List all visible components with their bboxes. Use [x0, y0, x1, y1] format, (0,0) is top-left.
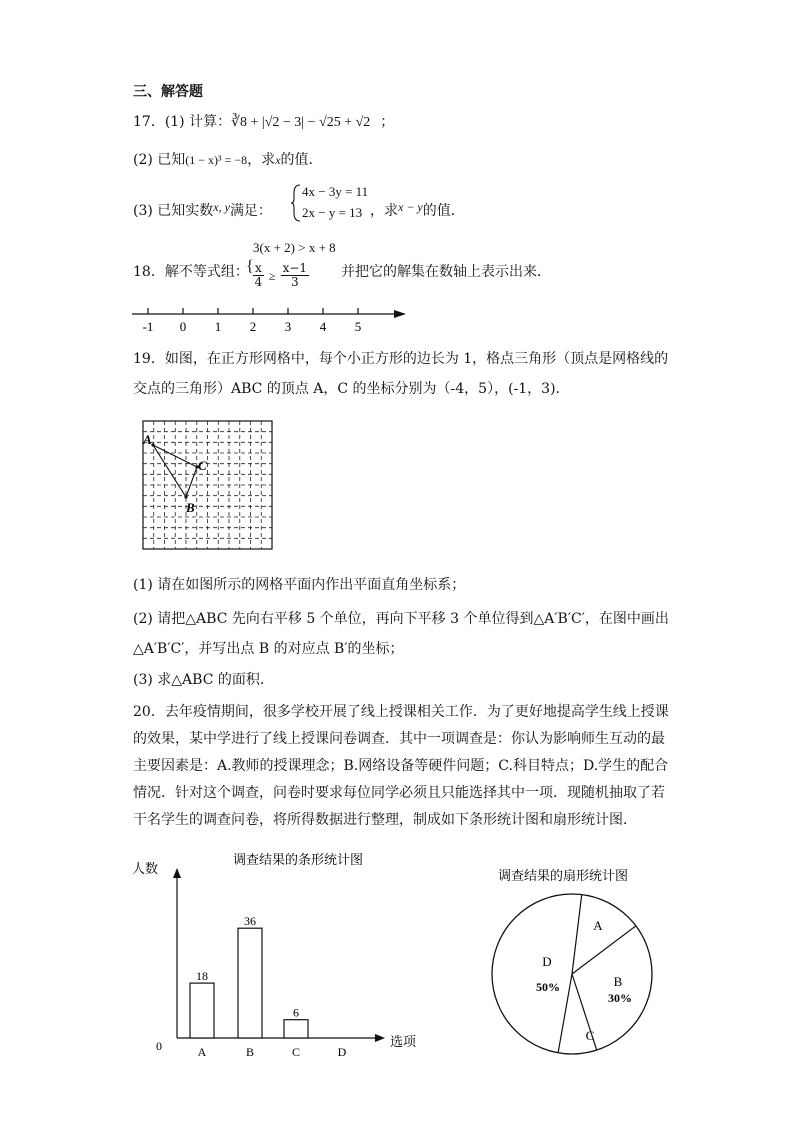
number-line-tick-label: 1	[214, 319, 222, 334]
q17-eq1: 4x − 3y = 11	[302, 184, 369, 199]
q17-l1-prefix: 17．(1) 计算：	[133, 114, 232, 130]
q17-l3-mid: 满足：	[229, 203, 272, 219]
q20-line: 情况．针对这个调查，问卷时要求每位同学必须且只能选择其中一项．现随机抽取了若	[133, 785, 665, 801]
bar-value-label: 18	[196, 969, 208, 984]
q19-sub3: (3) 求△ABC 的面积．	[133, 672, 274, 688]
q17-eq2: 2x − y = 13	[302, 205, 363, 220]
q20-paragraph	[133, 699, 669, 834]
bar-chart-xlabel: 选项	[390, 1034, 417, 1049]
number-line-tick-label: 5	[354, 319, 362, 334]
q17-l1-expr: ∛8 + |√2 − 3| − √25 + √2	[231, 115, 371, 130]
label-c: C	[198, 458, 207, 473]
q20-line: 的效果，某中学进行了线上授课问卷调查．其中一项调查是：你认为影响师生互动的最	[133, 731, 665, 747]
q17-line3	[133, 197, 272, 221]
pie-slice-percent-d: 50%	[536, 980, 560, 994]
q19-sub2b: △A′B′C′，并写出点 B 的对应点 B′的坐标；	[133, 641, 404, 657]
number-line-tick-label: 0	[179, 319, 187, 334]
q17-l3-ask: ，求	[370, 203, 398, 219]
arrow-right-icon	[394, 310, 406, 318]
pie-chart	[490, 862, 670, 1062]
q17-l2-end: 的值．	[280, 152, 323, 168]
q17-l1-end: ；	[380, 114, 395, 130]
number-line-tick-label: 4	[319, 319, 327, 334]
q17-l3-vars: x, y	[213, 200, 230, 214]
bar-category-label: D	[337, 1045, 347, 1059]
q19-line1: 19．如图，在正方形网格中，每个小正方形的边长为 1，格点三角形（顶点是网格线的	[133, 351, 669, 367]
bar-category-label: A	[197, 1045, 207, 1059]
bar-a	[190, 983, 214, 1038]
q17-l2-var: x	[275, 153, 281, 167]
bar-chart-title: 调查结果的条形统计图	[233, 852, 364, 867]
pie-slice-label-d: D	[542, 954, 552, 969]
bar-chart	[128, 848, 428, 1063]
q18-ineq2	[253, 262, 309, 289]
label-a: A	[143, 432, 152, 447]
q20-line: 主要因素是：A.教师的授课理念；B.网络设备等硬件问题；C.科目特点；D.学生的配合	[133, 758, 669, 774]
q17-line2	[133, 150, 323, 170]
pie-chart-title: 调查结果的扇形统计图	[498, 868, 629, 883]
bar-category-label: B	[245, 1045, 255, 1059]
arrow-up-icon	[173, 868, 181, 878]
q17-l2-prefix: (2) 已知	[133, 152, 186, 168]
number-line-tick-label: 2	[249, 319, 257, 334]
bar-chart-origin: 0	[156, 1039, 162, 1053]
q18-ge: ≥	[268, 269, 276, 283]
q19-sub1: (1) 请在如图所示的网格平面内作出平面直角坐标系；	[133, 577, 466, 593]
q18-frac2: $\frac{x-1}{3}$	[282, 261, 308, 289]
q17-line1	[133, 112, 394, 133]
q20-line: 干名学生的调查问卷，将所得数据进行整理，制成如下条形统计图和扇形统计图．	[133, 812, 637, 828]
q18-suffix: 并把它的解集在数轴上表示出来．	[341, 264, 551, 280]
q17-l3-expr: x − y	[398, 200, 423, 214]
bar-chart-ylabel: 人数	[132, 861, 159, 876]
q19-line2: 交点的三角形）ABC 的顶点 A，C 的坐标分别为（-4，5），(-1，3)．	[133, 381, 570, 397]
q17-l3-tail	[370, 197, 465, 221]
bar-b	[238, 928, 262, 1038]
bar-value-label: 36	[244, 914, 256, 929]
number-line-tick-label: -1	[142, 319, 154, 334]
q18-prefix: 18．解不等式组：	[133, 264, 249, 280]
pie-slice-label-a: A	[593, 918, 603, 933]
q18-brace: {	[246, 258, 254, 275]
arrow-right-icon	[375, 1034, 385, 1042]
q17-system-brace	[290, 183, 302, 223]
q17-l2-expr: (1 − x)³ = −8	[185, 153, 248, 167]
q17-l3-prefix: (3) 已知实数	[133, 203, 214, 219]
q19-sub2a: (2) 请把△ABC 先向右平移 5 个单位，再向下平移 3 个单位得到△A′B′C′，在图中画出	[133, 611, 669, 627]
label-b: B	[186, 500, 195, 515]
q17-l2-mid: ，求	[247, 152, 276, 168]
q20-line: 20．去年疫情期间，很多学校开展了线上授课相关工作．为了更好地提高学生线上授课	[133, 704, 669, 720]
q18-ineq1: 3(x + 2) > x + 8	[253, 240, 336, 255]
section-title: 三、解答题	[133, 84, 203, 100]
pie-slice-label-b: B	[613, 974, 623, 989]
bar-value-label: 6	[293, 1005, 299, 1020]
pie-slice-percent-b: 30%	[608, 991, 632, 1005]
q19-grid-figure	[140, 418, 276, 552]
bar-category-label: C	[291, 1045, 301, 1059]
q17-l3-end: 的值．	[422, 203, 465, 219]
q18-number-line	[128, 300, 418, 340]
bar-c	[284, 1020, 308, 1038]
q18-frac1: $\frac{x}{4}$	[254, 261, 263, 289]
pie-slice-label-c: C	[585, 1028, 595, 1043]
number-line-tick-label: 3	[284, 319, 292, 334]
